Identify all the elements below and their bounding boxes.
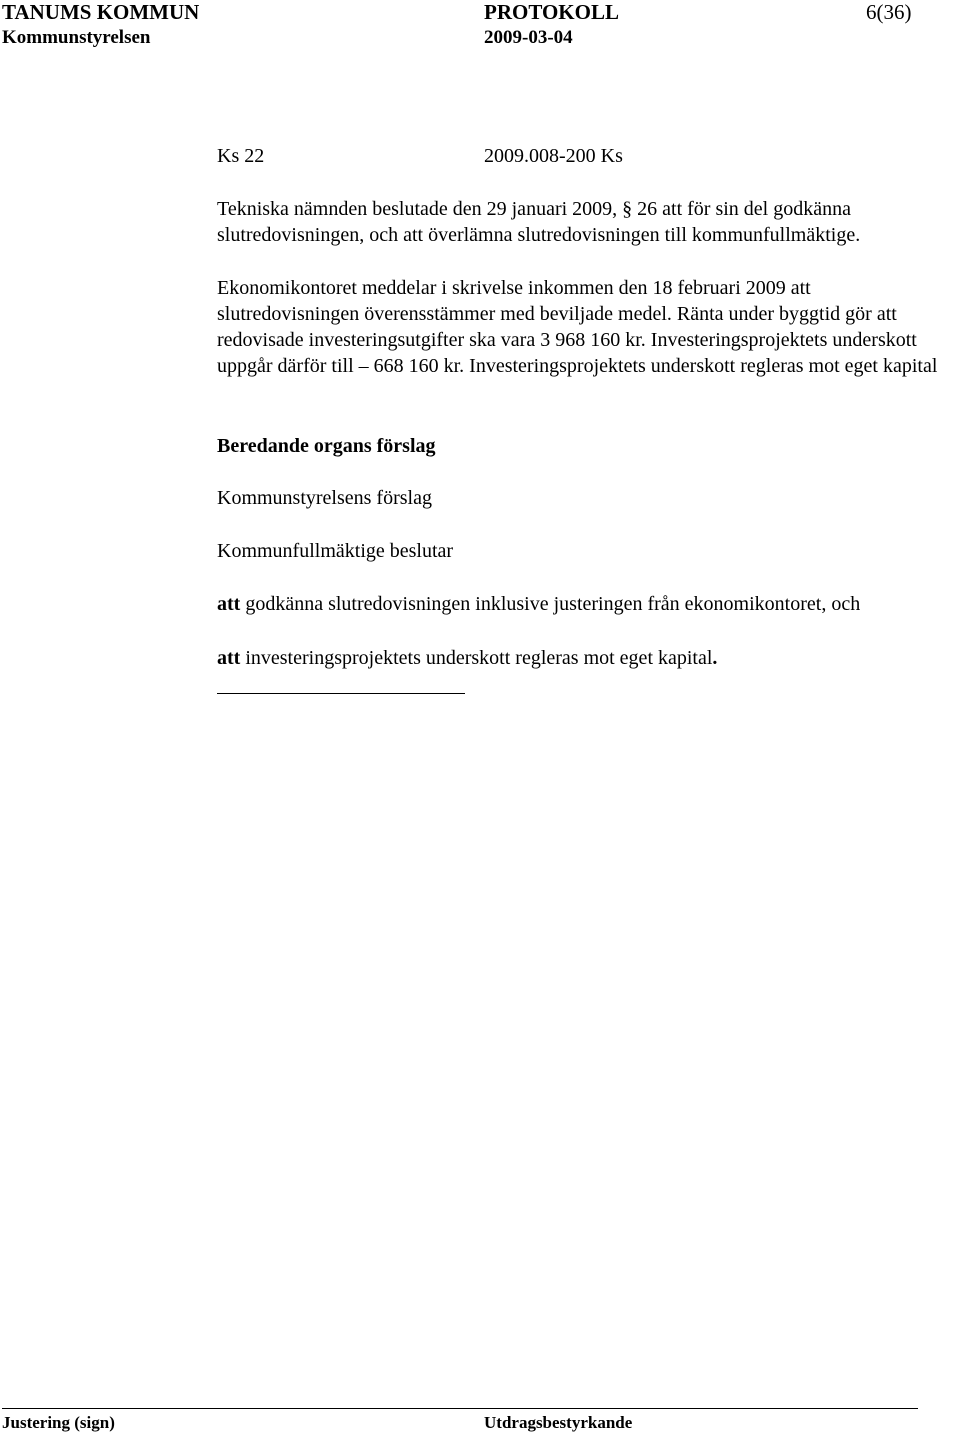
footer-utdragsbestyrkande: Utdragsbestyrkande	[484, 1413, 633, 1432]
header-doc-type: PROTOKOLL	[484, 0, 619, 24]
decision-2-lead: att	[217, 647, 241, 669]
footer-rule	[2, 1408, 918, 1409]
decision-2-end: .	[712, 647, 718, 669]
paragraph-1-text: Tekniska nämnden beslutade den 29 januari 2009, § 26 att för sin del godkänna slutredovisningen, och att överlämna slutredovisningen till kommunfullmäktige.	[217, 198, 861, 246]
decision-1-text: godkänna slutredovisningen inklusive justeringen från ekonomikontoret, och	[240, 593, 861, 615]
label-kommunfullmaktige-beslutar: Kommunfullmäktige beslutar	[217, 540, 454, 562]
decision-2	[217, 646, 717, 670]
paragraph-tekniska-namnden	[217, 196, 957, 248]
header-page-number: 6(36)	[866, 0, 912, 24]
heading-beredande-organs-forslag: Beredande organs förslag	[217, 435, 436, 457]
label-kommunstyrelsens-forslag: Kommunstyrelsens förslag	[217, 487, 432, 509]
case-number: Ks 22	[217, 145, 265, 167]
signature-line	[217, 693, 465, 694]
header-date: 2009-03-04	[484, 27, 573, 48]
decision-1	[217, 592, 860, 616]
decision-1-lead: att	[217, 593, 241, 615]
decision-2-text: investeringsprojektets underskott regleras mot eget kapital	[240, 647, 713, 669]
paragraph-ekonomikontoret	[217, 275, 957, 379]
footer-justering: Justering (sign)	[2, 1413, 115, 1432]
paragraph-2-text: Ekonomikontoret meddelar i skrivelse inkommen den 18 februari 2009 att slutredovisningen överensstämmer med beviljade medel. Ränta under byggtid gör att redovisade investeringsutgifter ska vara 3 968 160 kr. Investeringsprojektets underskott uppgår därför till – 668 160 kr. Investeringsprojektets underskott regleras mot eget kapital	[217, 277, 938, 377]
header-body: Kommunstyrelsen	[2, 27, 151, 48]
header-org: TANUMS KOMMUN	[2, 0, 200, 24]
case-dnr: 2009.008-200 Ks	[484, 145, 623, 167]
